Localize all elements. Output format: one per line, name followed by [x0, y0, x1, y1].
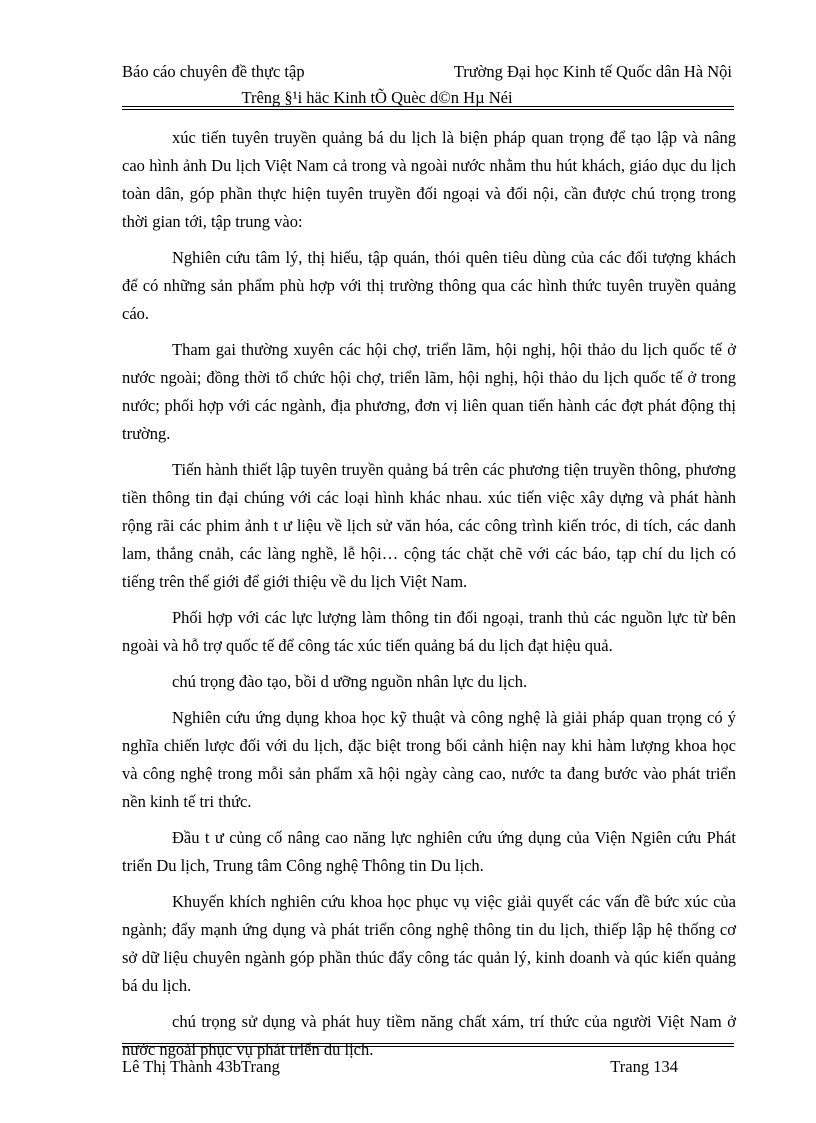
footer-author: Lê Thị Thành 43bTrang [122, 1057, 280, 1076]
header-garbled-line: Trêng §¹i häc Kinh tÕ Quèc d©n Hµ Néi [241, 88, 513, 107]
paragraph: xúc tiến tuyên truyền quảng bá du lịch là biện pháp quan trọng để tạo lập và nâng cao hình ảnh Du lịch Việt Nam cả trong và ngoài nước nhằm thu hút khách, giáo dục du lịch toàn dân, góp phần thực hiện tuyên truyền đối ngoại và đối nội, cần được chú trọng trong thời gian tới, tập trung vào: [122, 128, 736, 231]
body-text [122, 124, 736, 1072]
header-university: Trường Đại học Kinh tế Quốc dân Hà Nội [453, 62, 732, 81]
paragraph: chú trọng đào tạo, bồi d ưỡng nguồn nhân lực du lịch. [172, 672, 528, 691]
header-divider [122, 106, 734, 110]
page-footer [122, 1057, 678, 1077]
page-number: Trang 134 [610, 1057, 678, 1076]
header-report-title: Báo cáo chuyên đề thực tập [122, 62, 305, 81]
paragraph: Nghiên cứu ứng dụng khoa học kỹ thuật và công nghệ là giải pháp quan trọng có ý nghĩa chiến lược đối với du lịch, đặc biệt trong bối cảnh hiện nay khi hàm lượng khoa học và công nghệ trong mỗi sản phẩm xã hội ngày càng cao, nước ta đang bước vào phát triển nền kinh tế tri thức. [122, 708, 736, 811]
paragraph: Nghiên cứu tâm lý, thị hiếu, tập quán, thói quên tiêu dùng của các đối tượng khách để có những sản phẩm phù hợp với thị trường thông qua các hình thức tuyên truyền quảng cáo. [122, 248, 736, 323]
paragraph: chú trọng sử dụng và phát huy tiềm năng chất xám, trí thức của người Việt Nam ở nước ngoài phục vụ phát triển du lịch. [122, 1012, 736, 1059]
page-header [122, 58, 732, 110]
paragraph: Đầu t ư củng cố nâng cao năng lực nghiên cứu ứng dụng của Viện Ngiên cứu Phát triển Du lịch, Trung tâm Công nghệ Thông tin Du lịch. [122, 828, 736, 875]
paragraph: Khuyến khích nghiên cứu khoa học phục vụ việc giải quyết các vấn đề bức xúc của ngành; đẩy mạnh ứng dụng và phát triển công nghệ thông tin du lịch, thiếp lập hệ thống cơ sở dữ liệu chuyên ngành góp phần thúc đẩy công tác quản lý, kinh doanh và qúc kiến quảng bá du lịch. [122, 892, 736, 995]
paragraph: Phối hợp với các lực lượng làm thông tin đối ngoại, tranh thủ các nguồn lực từ bên ngoài và hỗ trợ quốc tế để công tác xúc tiến quảng bá du lịch đạt hiệu quả. [122, 608, 736, 655]
paragraph: Tiến hành thiết lập tuyên truyền quảng bá trên các phương tiện truyền thông, phương tiền thông tin đại chúng với các loại hình khác nhau. xúc tiến việc xây dựng và phát hành rộng rãi các phim ảnh t ư liệu về lịch sử văn hóa, các công trình kiến tróc, di tích, các danh lam, thắng cnảh, các làng nghề, lễ hội… cộng tác chặt chẽ với các báo, tạp chí du lịch có tiếng trên thế giới để giới thiệu về du lịch Việt Nam. [122, 460, 736, 591]
footer-divider [122, 1043, 734, 1047]
paragraph: Tham gai thường xuyên các hội chợ, triển lãm, hội nghị, hội thảo du lịch quốc tế ở nước ngoài; đồng thời tổ chức hội chợ, triển lãm, hội nghị, hội thảo du lịch quốc tế ở trong nước; phối hợp với các ngành, địa phương, đơn vị liên quan tiến hành các đợt phát động thị trường. [122, 340, 736, 443]
